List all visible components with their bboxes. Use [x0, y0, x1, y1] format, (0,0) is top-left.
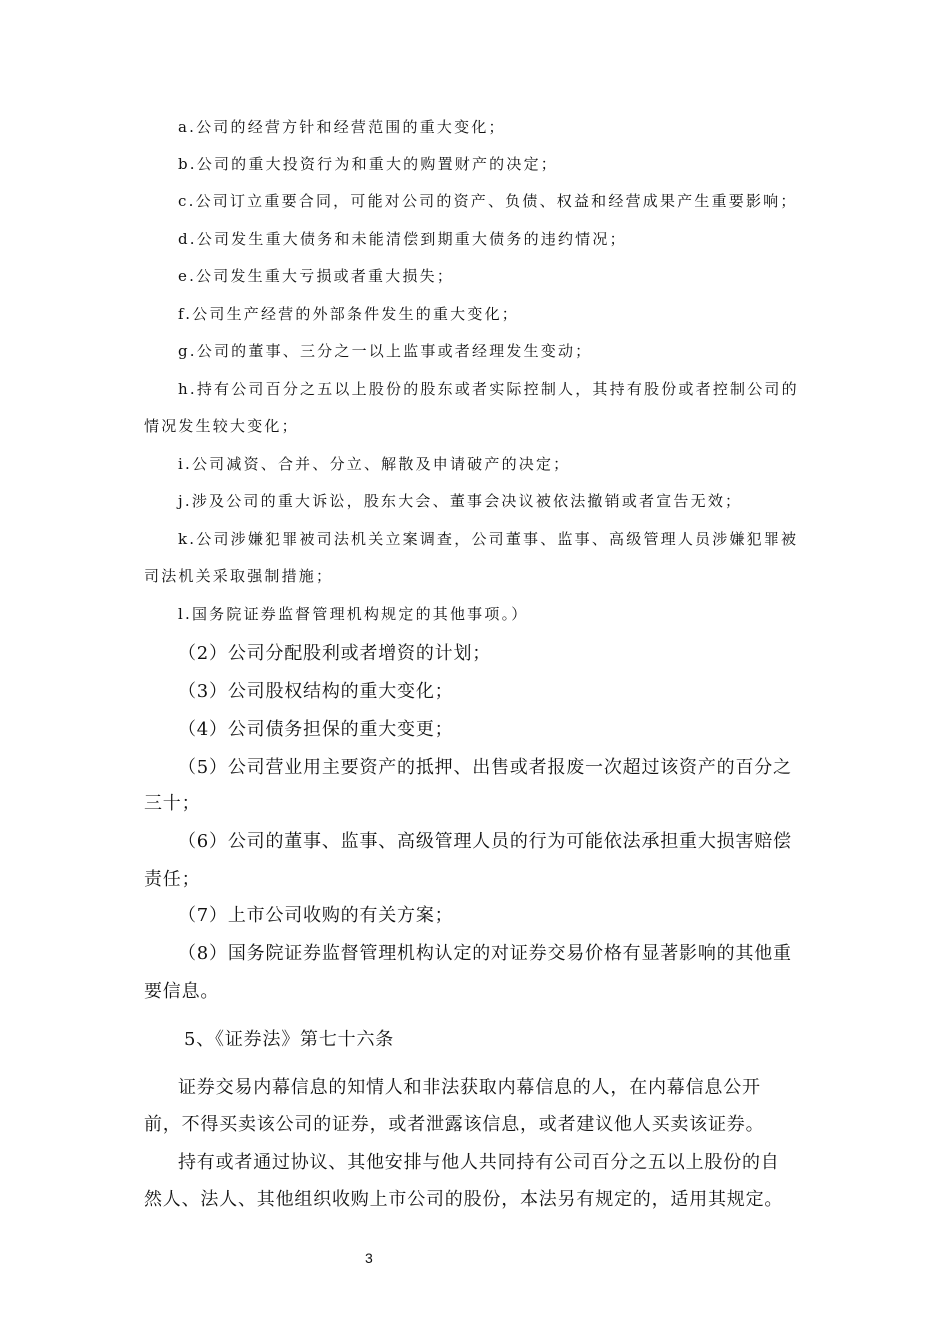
item-2: （2）公司分配股利或者增资的计划； [178, 643, 492, 664]
item-5-line2: 三十； [144, 793, 201, 814]
item-6-line2: 责任； [144, 869, 201, 890]
sub-item-c: c.公司订立重要合同，可能对公司的资产、负债、权益和经营成果产生重要影响； [178, 192, 798, 210]
sub-item-e: e.公司发生重大亏损或者重大损失； [178, 267, 455, 285]
item-8-line1: （8）国务院证券监督管理机构认定的对证券交易价格有显著影响的其他重 [178, 943, 792, 964]
page-number: 3 [365, 1250, 373, 1266]
item-6-line1: （6）公司的董事、监事、高级管理人员的行为可能依法承担重大损害赔偿 [178, 831, 792, 852]
item-7: （7）上市公司收购的有关方案； [178, 905, 454, 926]
sub-item-a: a.公司的经营方针和经营范围的重大变化； [178, 118, 506, 136]
item-3: （3）公司股权结构的重大变化； [178, 681, 454, 702]
sub-item-j: j.涉及公司的重大诉讼，股东大会、董事会决议被依法撤销或者宣告无效； [178, 492, 743, 510]
sub-item-f: f.公司生产经营的外部条件发生的重大变化； [178, 305, 519, 323]
sub-item-k-line1: k.公司涉嫌犯罪被司法机关立案调查，公司董事、监事、高级管理人员涉嫌犯罪被 [178, 530, 799, 548]
sub-item-h-line1: h.持有公司百分之五以上股份的股东或者实际控制人，其持有股份或者控制公司的 [178, 380, 799, 398]
section-heading: 5、《证券法》第七十六条 [184, 1029, 395, 1050]
sub-item-k-line2: 司法机关采取强制措施； [144, 567, 334, 585]
sub-item-l: l.国务院证券监督管理机构规定的其他事项。） [178, 605, 529, 623]
sub-item-b: b.公司的重大投资行为和重大的购置财产的决定； [178, 155, 558, 173]
sub-item-d: d.公司发生重大债务和未能清偿到期重大债务的违约情况； [178, 230, 627, 248]
sub-item-h-line2: 情况发生较大变化； [144, 417, 299, 435]
item-4: （4）公司债务担保的重大变更； [178, 719, 454, 740]
paragraph-2-line2: 然人、法人、其他组织收购上市公司的股份，本法另有规定的，适用其规定。 [144, 1189, 784, 1210]
item-5-line1: （5）公司营业用主要资产的抵押、出售或者报废一次超过该资产的百分之 [178, 757, 792, 778]
paragraph-1-line1: 证券交易内幕信息的知情人和非法获取内幕信息的人，在内幕信息公开 [178, 1077, 761, 1098]
paragraph-1-line2: 前，不得买卖该公司的证券，或者泄露该信息，或者建议他人买卖该证券。 [144, 1114, 765, 1135]
item-8-line2: 要信息。 [144, 981, 220, 1002]
paragraph-2-line1: 持有或者通过协议、其他安排与他人共同持有公司百分之五以上股份的自 [178, 1152, 780, 1173]
sub-item-g: g.公司的董事、三分之一以上监事或者经理发生变动； [178, 342, 593, 360]
sub-item-i: i.公司减资、合并、分立、解散及申请破产的决定； [178, 455, 571, 473]
